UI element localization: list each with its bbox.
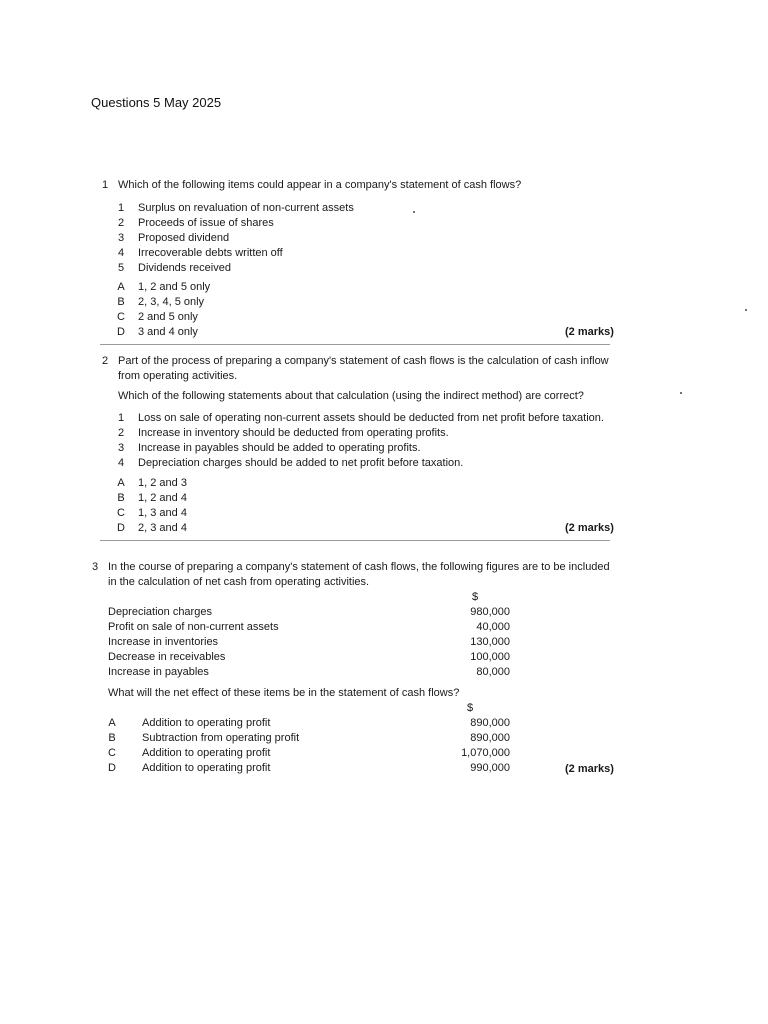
q3-currency-header-row <box>108 590 510 605</box>
q3-option <box>100 761 510 776</box>
q3-figure-label: Profit on sale of non-current assets <box>108 621 279 633</box>
q2-number: 2 <box>102 355 109 367</box>
q3-answer-currency-row <box>100 701 510 716</box>
q1-item-text: Surplus on revaluation of non-current assets <box>138 202 354 214</box>
q2-option-text: 1, 2 and 4 <box>138 492 187 504</box>
q2-item-label: 1 <box>117 412 125 424</box>
q1-item-label: 3 <box>117 232 125 244</box>
q1-item <box>104 246 354 261</box>
q1-item-text: Proceeds of issue of shares <box>138 217 274 229</box>
q3-option-label: D <box>108 762 116 774</box>
q2-divider <box>100 540 610 541</box>
scan-speck <box>745 309 747 311</box>
q3-question-text: In the course of preparing a company's statement of cash flows, the following figures are to be included in the calculation of net cash from operating activities. <box>108 561 610 588</box>
q3-option-amount: 1,070,000 <box>461 747 510 759</box>
q3-option-label: B <box>108 732 116 744</box>
q2-option-text: 1, 3 and 4 <box>138 507 187 519</box>
q2-item-text: Loss on sale of operating non-current assets should be deducted from net profit before taxation. <box>138 412 604 424</box>
q3-figure-amount: 100,000 <box>470 651 510 663</box>
q1-item-label: 4 <box>117 247 125 259</box>
q2-option <box>104 521 187 536</box>
q3-figures-table <box>108 590 510 680</box>
table-row <box>108 650 510 665</box>
q3-currency-header: $ <box>471 591 479 603</box>
scan-speck <box>680 392 682 394</box>
q3-option-amount: 890,000 <box>470 717 510 729</box>
q3-figure-label: Increase in payables <box>108 666 209 678</box>
q3-marks: (2 marks) <box>565 763 614 775</box>
q2-option <box>104 506 187 521</box>
q2-option-label: C <box>117 507 125 519</box>
table-row <box>108 665 510 680</box>
q2-item-label: 3 <box>117 442 125 454</box>
q2-item <box>104 441 604 456</box>
q2-option <box>104 476 187 491</box>
q3-option-text: Subtraction from operating profit <box>142 732 300 744</box>
q3-option-text: Addition to operating profit <box>142 747 271 759</box>
q1-item-text: Proposed dividend <box>138 232 230 244</box>
q2-item <box>104 426 604 441</box>
q3-number: 3 <box>92 561 99 573</box>
q1-item-label: 5 <box>117 262 125 274</box>
q2-option-text: 1, 2 and 3 <box>138 477 187 489</box>
q3-subtext: What will the net effect of these items be in the statement of cash flows? <box>108 687 460 699</box>
q2-item-label: 4 <box>117 457 125 469</box>
q2-item-text: Increase in inventory should be deducted from operating profits. <box>138 427 449 439</box>
q1-option <box>104 310 210 325</box>
q1-option <box>104 280 210 295</box>
q2-marks: (2 marks) <box>565 522 614 534</box>
q1-option-text: 2, 3, 4, 5 only <box>138 296 205 308</box>
q3-figure-label: Increase in inventories <box>108 636 219 648</box>
q2-item-text: Increase in payables should be added to operating profits. <box>138 442 421 454</box>
q3-option-amount: 990,000 <box>470 762 510 774</box>
q1-item-label: 2 <box>117 217 125 229</box>
q3-figure-amount: 40,000 <box>476 621 510 633</box>
q1-item <box>104 231 354 246</box>
q1-number: 1 <box>102 179 109 191</box>
q2-question-text: Part of the process of preparing a company's statement of cash flows is the calculation of cash inflow from operating activities. <box>118 355 609 382</box>
q1-item <box>104 261 354 276</box>
q2-option-label: B <box>117 492 125 504</box>
q3-option-text: Addition to operating profit <box>142 717 271 729</box>
q3-option <box>100 731 510 746</box>
q3-answer-currency-header: $ <box>466 702 474 714</box>
q1-item-text: Irrecoverable debts written off <box>138 247 283 259</box>
q3-figure-label: Decrease in receivables <box>108 651 226 663</box>
table-row <box>108 605 510 620</box>
q2-option <box>104 491 187 506</box>
q2-item <box>104 411 604 426</box>
q2-items-list <box>104 411 604 471</box>
document-title: Questions 5 May 2025 <box>91 95 222 110</box>
q1-option-label: C <box>117 311 125 323</box>
q3-figure-label: Depreciation charges <box>108 606 212 618</box>
q2-item-text: Depreciation charges should be added to net profit before taxation. <box>138 457 464 469</box>
q3-figure-amount: 130,000 <box>470 636 510 648</box>
q1-marks: (2 marks) <box>565 326 614 338</box>
scan-speck <box>413 211 415 213</box>
q1-item-label: 1 <box>117 202 125 214</box>
q3-figure-amount: 980,000 <box>470 606 510 618</box>
q3-option <box>100 716 510 731</box>
q3-figure-amount: 80,000 <box>476 666 510 678</box>
q2-item-label: 2 <box>117 427 125 439</box>
q1-option-label: A <box>117 281 125 293</box>
q2-option-text: 2, 3 and 4 <box>138 522 187 534</box>
q1-item <box>104 216 354 231</box>
q1-item-text: Dividends received <box>138 262 231 274</box>
table-row <box>108 635 510 650</box>
q1-item <box>104 201 354 216</box>
q3-option-label: C <box>108 747 116 759</box>
q1-options-list <box>104 280 210 340</box>
q1-option-text: 2 and 5 only <box>138 311 198 323</box>
q1-option <box>104 325 210 340</box>
q1-option-text: 3 and 4 only <box>138 326 198 338</box>
q2-option-label: A <box>117 477 125 489</box>
q3-option-amount: 890,000 <box>470 732 510 744</box>
q3-options-table <box>100 701 510 776</box>
q1-divider <box>100 344 610 345</box>
q1-option-text: 1, 2 and 5 only <box>138 281 211 293</box>
q1-option <box>104 295 210 310</box>
q3-option-text: Addition to operating profit <box>142 762 271 774</box>
q3-option-label: A <box>108 717 116 729</box>
q2-options-list <box>104 476 187 536</box>
table-row <box>108 620 510 635</box>
q1-items-list <box>104 201 354 276</box>
q2-item <box>104 456 604 471</box>
q2-subtext: Which of the following statements about that calculation (using the indirect method) are correct? <box>118 390 584 402</box>
q1-question-text: Which of the following items could appear in a company's statement of cash flows? <box>118 179 522 191</box>
q1-option-label: D <box>117 326 125 338</box>
q1-option-label: B <box>117 296 125 308</box>
q2-option-label: D <box>117 522 125 534</box>
q3-option <box>100 746 510 761</box>
